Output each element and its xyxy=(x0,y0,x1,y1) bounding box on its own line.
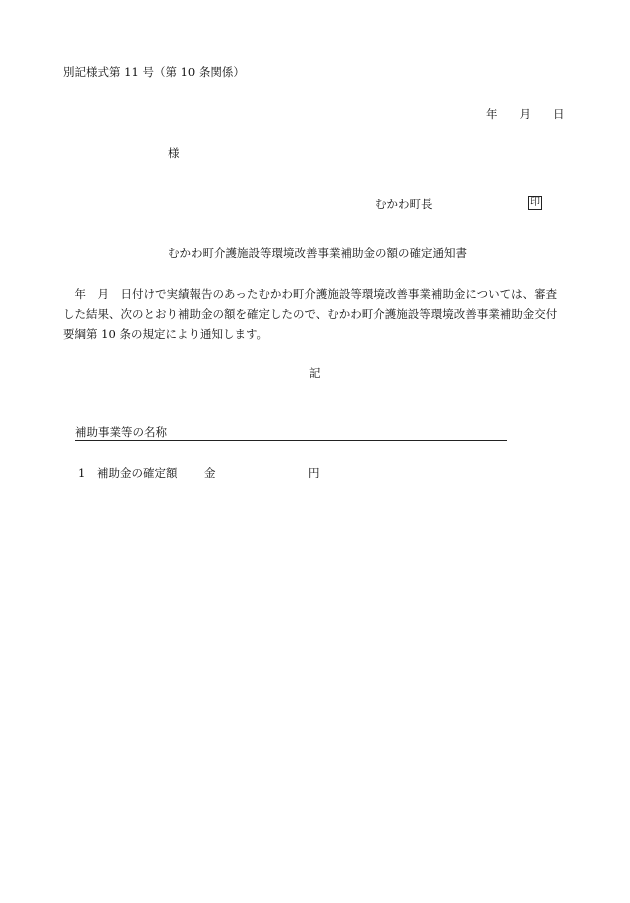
item1-kin: 金 xyxy=(204,466,216,480)
date-month: 月 xyxy=(519,107,531,121)
item1-yen: 円 xyxy=(308,466,320,480)
item1-label: 補助金の確定額 xyxy=(97,466,178,480)
project-name-label: 補助事業等の名称 xyxy=(75,425,167,439)
document-title: むかわ町介護施設等環境改善事業補助金の額の確定通知書 xyxy=(168,246,467,260)
body-paragraph xyxy=(63,284,578,344)
seal-stamp: 印 xyxy=(530,197,540,208)
form-number: 別記様式第 11 号（第 10 条関係） xyxy=(63,65,245,79)
date-line xyxy=(486,107,565,121)
date-year: 年 xyxy=(486,107,498,121)
issuer-name: むかわ町長 xyxy=(375,197,433,211)
body-line-3: 要綱第 10 条の規定により通知します。 xyxy=(63,327,269,341)
body-line-1: 年 月 日付けで実績報告のあったむかわ町介護施設等環境改善事業補助金については、審査 xyxy=(63,287,558,301)
body-line-2: した結果、次のとおり補助金の額を確定したので、むかわ町介護施設等環境改善事業補助金交付 xyxy=(63,307,558,321)
ki-heading: 記 xyxy=(309,366,321,380)
item1-number: 1 xyxy=(78,466,86,480)
addressee-suffix: 様 xyxy=(168,146,180,160)
date-day: 日 xyxy=(553,107,565,121)
project-name-field xyxy=(75,425,507,441)
